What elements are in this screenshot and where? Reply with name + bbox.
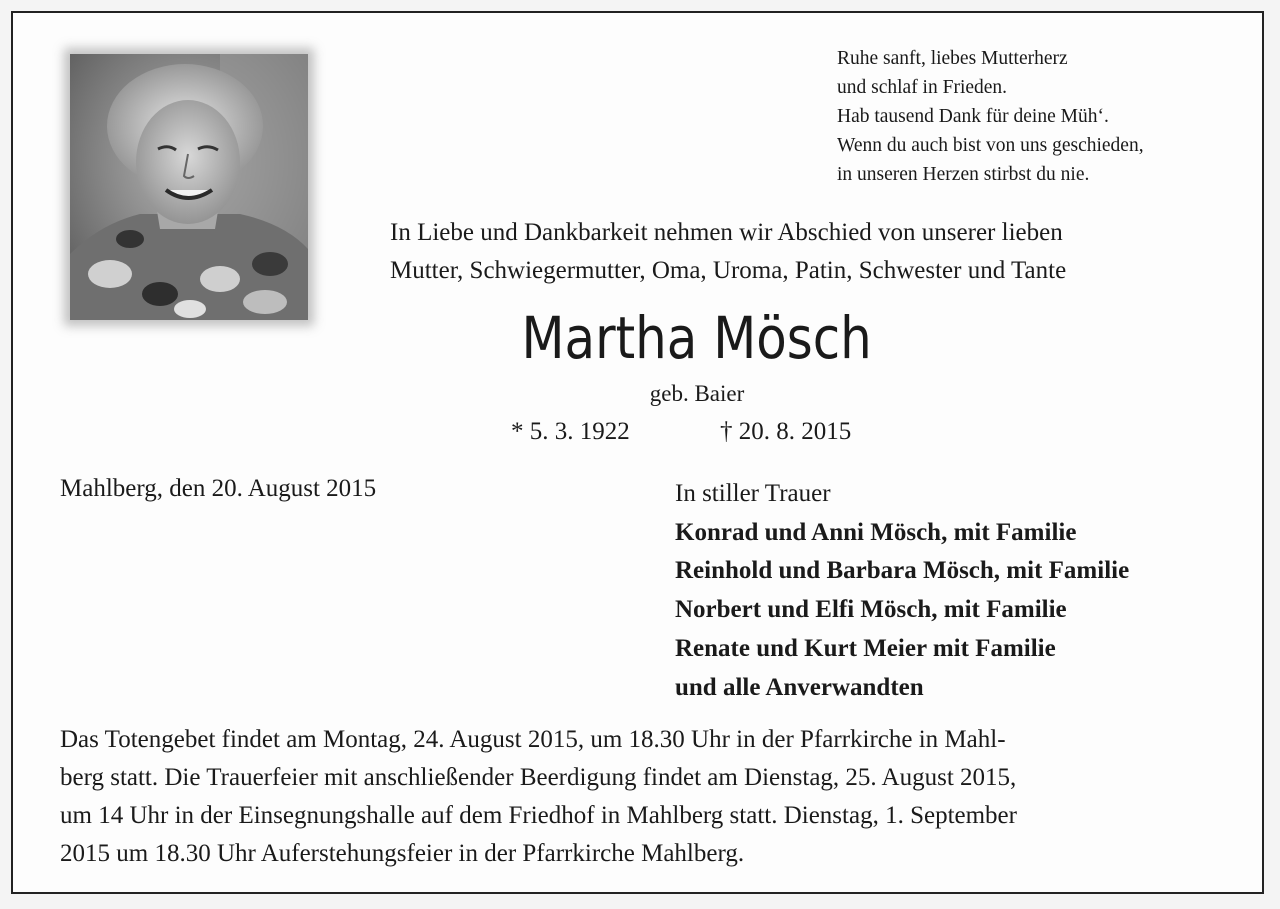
mourner-family: Konrad und Anni Mösch, mit Familie (675, 518, 1077, 546)
mourner-family: Norbert und Elfi Mösch, mit Familie (675, 596, 1067, 624)
notice-line: berg statt. Die Trauerfeier mit anschließender Beerdigung findet am Dienstag, 25. August 2015, (60, 764, 1017, 791)
notice-line: um 14 Uhr in der Einsegnungshalle auf dem Friedhof in Mahlberg statt. Dienstag, 1. September (60, 802, 1017, 829)
place-date: Mahlberg, den 20. August 2015 (60, 475, 377, 502)
mourner-family: und alle Anverwandten (675, 673, 924, 701)
maiden-name: geb. Baier (649, 381, 745, 406)
poem-line: in unseren Herzen stirbst du nie. (837, 164, 1090, 185)
poem-verse (837, 44, 1144, 189)
poem-line: Hab tausend Dank für deine Müh‘. (837, 106, 1109, 127)
mourning-lead: In stiller Trauer (675, 480, 831, 507)
deceased-name: Martha Mösch (521, 304, 873, 372)
mourner-family: Reinhold und Barbara Mösch, mit Familie (675, 557, 1130, 585)
intro-line: Mutter, Schwiegermutter, Oma, Uroma, Patin, Schwester und Tante (390, 257, 1067, 284)
intro-text (390, 214, 1066, 290)
birth-date: * 5. 3. 1922 (511, 418, 630, 445)
mourner-family: Renate und Kurt Meier mit Familie (675, 634, 1056, 662)
poem-line: und schlaf in Frieden. (837, 77, 1008, 98)
intro-line: In Liebe und Dankbarkeit nehmen wir Abschied von unserer lieben (390, 219, 1063, 246)
death-date: † 20. 8. 2015 (720, 418, 852, 445)
mourners-block (675, 475, 1129, 707)
notice-line: 2015 um 18.30 Uhr Auferstehungsfeier in der Pfarrkirche Mahlberg. (60, 840, 745, 867)
poem-line: Wenn du auch bist von uns geschieden, (837, 135, 1144, 156)
poem-line: Ruhe sanft, liebes Mutterherz (837, 48, 1068, 69)
notice-line: Das Totengebet findet am Montag, 24. August 2015, um 18.30 Uhr in der Pfarrkirche in Mahl- (60, 726, 1006, 753)
portrait-photo (70, 54, 308, 320)
service-notice (60, 721, 1225, 873)
